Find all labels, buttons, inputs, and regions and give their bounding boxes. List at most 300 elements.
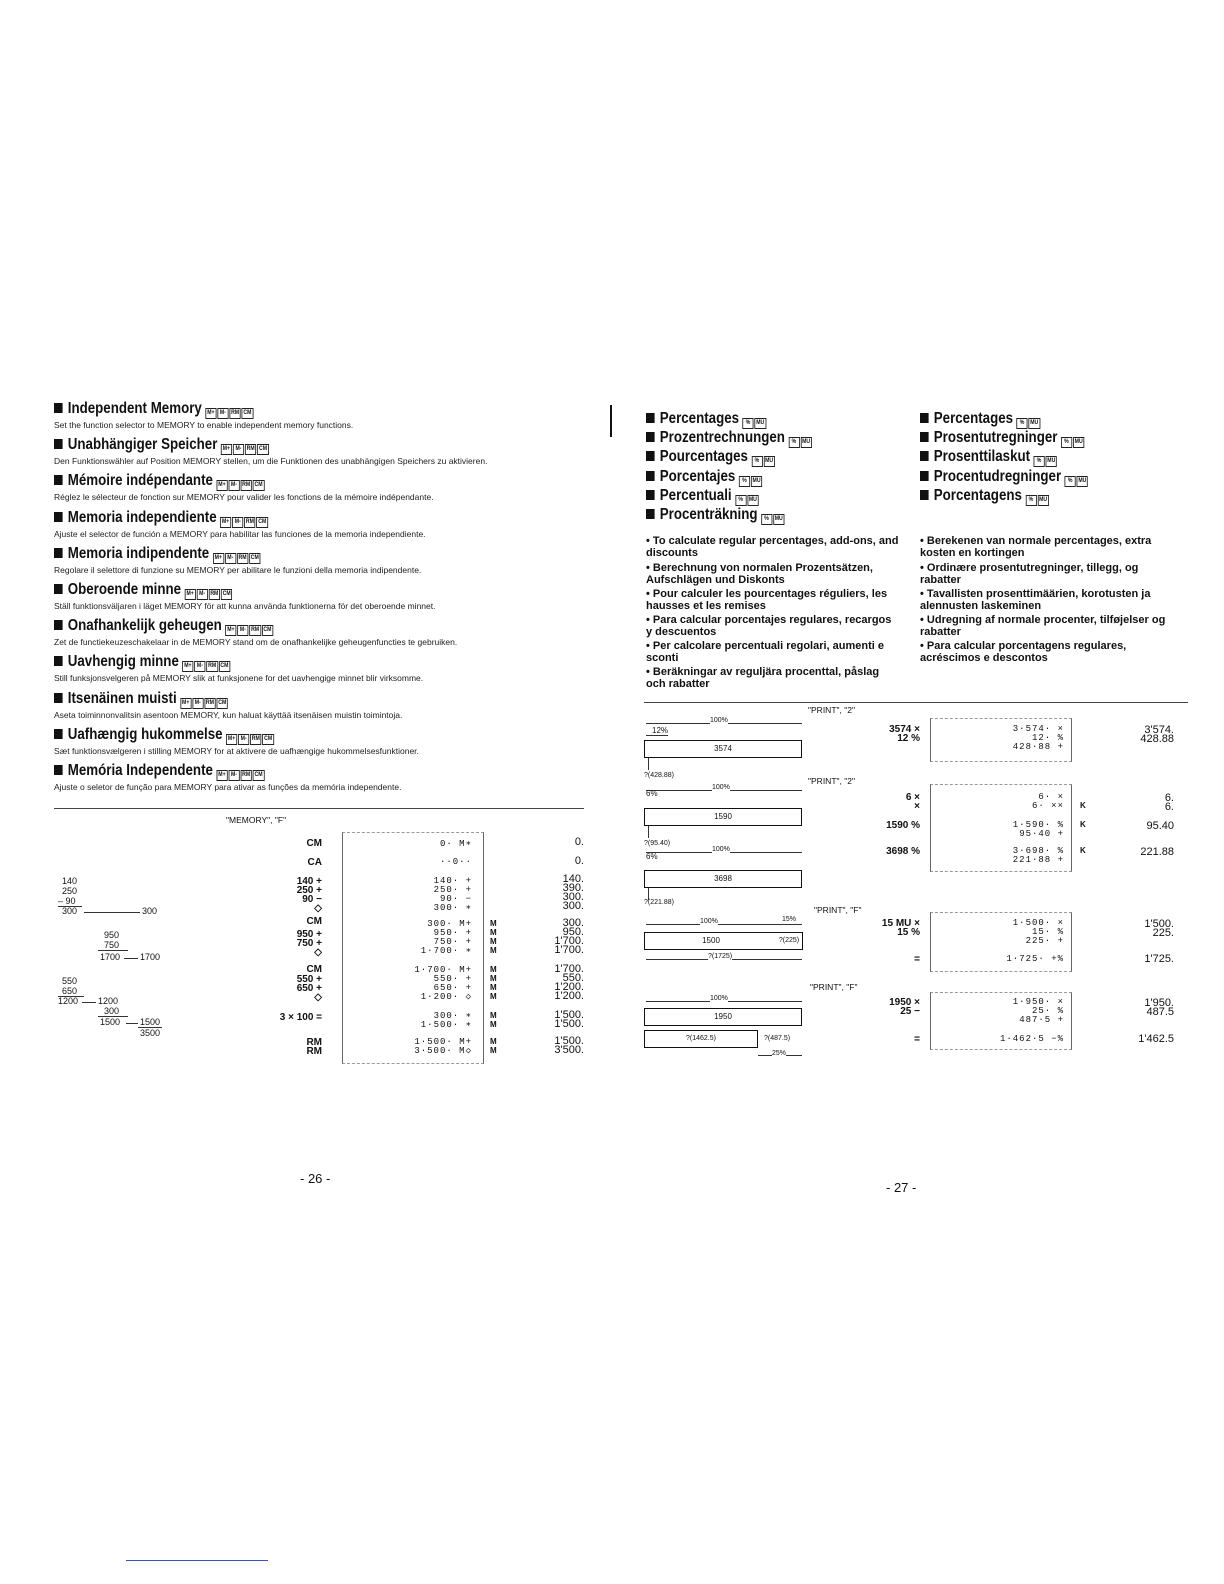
key-icon: %	[739, 476, 750, 487]
key-input: 6 ×	[905, 792, 920, 803]
display-value: 1'500.	[554, 1018, 584, 1030]
section-9	[54, 726, 419, 757]
section-desc: Den Funktionswähler auf Position MEMORY stellen, um die Funktionen des unabhängigen Speichers zu aktivieren.	[54, 456, 488, 467]
percent-heading-left	[646, 506, 785, 525]
display-value: 1'200.	[554, 990, 584, 1002]
tape-line: 487·5 +	[1019, 1015, 1064, 1025]
note: 950	[104, 930, 120, 940]
display-value: 140.	[562, 873, 584, 885]
key-input: CM	[306, 838, 322, 849]
section-title-text: Unabhängiger Speicher	[67, 436, 218, 454]
percent-heading-right	[920, 429, 1085, 448]
key-icons	[742, 411, 766, 429]
diagram-4-addon: ?(225)	[776, 932, 803, 950]
display-value: 1'725.	[1144, 953, 1174, 965]
diagram-2-pct: 6%	[646, 789, 658, 798]
link-underline	[126, 1560, 268, 1561]
display-value: 1'200.	[554, 981, 584, 993]
print-setting-label: "PRINT", "2"	[808, 776, 856, 786]
key-input: ◇	[314, 947, 322, 958]
key-icons	[1065, 469, 1089, 487]
key-icon: RM	[240, 480, 251, 491]
bullet-square-icon	[54, 548, 63, 558]
display-value: 6.	[1164, 801, 1174, 813]
key-icon: M+	[185, 589, 196, 600]
heading-text: Porcentajes	[659, 467, 736, 485]
print-setting-label: "PRINT", "F"	[814, 905, 862, 915]
memory-mark: M	[490, 1037, 497, 1046]
key-icon: M-	[192, 698, 203, 709]
key-icon: M+	[205, 408, 216, 419]
memory-mark: M	[490, 928, 497, 937]
key-icon: RM	[249, 625, 260, 636]
key-icon: %	[1034, 456, 1045, 467]
key-icon: MU	[763, 456, 774, 467]
section-title	[54, 581, 382, 600]
key-icon: %	[1061, 437, 1072, 448]
bullet-square-icon	[646, 413, 655, 423]
key-icons	[220, 510, 269, 528]
key-icon: CM	[253, 480, 264, 491]
bullet-dot: •	[920, 614, 927, 626]
memory-mark: M	[490, 974, 497, 983]
bullet-text: Berekenen van normale percentages, extra kosten en kortingen	[920, 535, 1152, 559]
section-10	[54, 762, 401, 793]
bullet-dot: •	[646, 562, 653, 574]
key-icon: CM	[262, 625, 273, 636]
tape-line: 3·500· M◇	[414, 1046, 472, 1056]
diagram-5-whole: 100%	[710, 995, 728, 1002]
diagram-3-bar: 3698	[644, 870, 802, 888]
bullet-square-icon	[54, 475, 63, 485]
diagram-1-pct: 12%	[652, 726, 669, 735]
diagram-2-whole: 100%	[712, 784, 730, 791]
key-input: 140 +	[296, 876, 322, 887]
key-input: ×	[914, 801, 920, 812]
section-7	[54, 653, 423, 684]
section-1	[54, 436, 487, 467]
percent-heading-right	[920, 468, 1089, 487]
bullet-square-icon	[54, 765, 63, 775]
key-icon: %	[761, 514, 772, 525]
display-value: 1'700.	[554, 944, 584, 956]
percent-heading-left	[646, 487, 759, 506]
print-setting-label: "PRINT", "F"	[810, 982, 858, 992]
heading-text: Prosenttilaskut	[933, 448, 1031, 466]
display-value: 550.	[562, 972, 584, 984]
section-title	[54, 617, 401, 636]
display-value: 1'700.	[554, 935, 584, 947]
key-icon: %	[1065, 476, 1076, 487]
section-2	[54, 472, 434, 503]
diagram-5-discount: ?(487.5)	[764, 1035, 791, 1042]
tape-line: 140· +	[433, 876, 472, 886]
key-icons	[221, 437, 270, 455]
key-icon: M-	[228, 770, 239, 781]
key-icon: RM	[204, 698, 215, 709]
tape-line: 225· +	[1025, 936, 1064, 946]
note: 1500	[140, 1017, 161, 1027]
section-title-text: Onafhankelijk geheugen	[67, 617, 222, 635]
section-desc: Réglez le sélecteur de fonction sur MEMORY pour valider les fonctions de la mémoire indépendante.	[54, 492, 434, 503]
bullet-square-icon	[646, 471, 655, 481]
section-title	[54, 436, 427, 455]
display-value: 0.	[574, 855, 584, 867]
key-icons	[761, 507, 785, 525]
bullet-square-icon	[54, 620, 63, 630]
bullet-text: Para calcular porcentagens regulares, acréscimos e descontos	[920, 640, 1127, 664]
key-icon: CM	[262, 734, 273, 745]
bullet-dot: •	[646, 666, 653, 678]
bullet-square-icon	[54, 729, 63, 739]
section-title-text: Uavhengig minne	[67, 653, 179, 671]
bullet-square-icon	[920, 432, 929, 442]
note: 250	[62, 886, 78, 896]
memory-mark: M	[490, 919, 497, 928]
key-icon: %	[1025, 495, 1036, 506]
tape-line: ··0··	[439, 857, 472, 867]
section-desc: Ajuste el selector de función a MEMORY para habilitar las funciones de la memoria independiente.	[54, 528, 426, 539]
key-icon: CM	[242, 408, 253, 419]
bullet-text: To calculate regular percentages, add-ons, and discounts	[646, 535, 899, 559]
key-input: 1590 %	[886, 820, 920, 831]
percent-heading-right	[920, 487, 1050, 506]
section-title	[54, 653, 371, 672]
bullet-square-icon	[54, 693, 63, 703]
percent-heading-left	[646, 468, 763, 487]
key-icon: RM	[209, 589, 220, 600]
percent-heading-right	[920, 410, 1041, 429]
diagram-5-pct: 25%	[772, 1050, 787, 1057]
key-icon: %	[751, 456, 762, 467]
section-desc: Aseta toiminnonvalitsin asentoon MEMORY, kun haluat käyttää itsenäisen muistin toimintoja.	[54, 709, 403, 720]
key-icon: M-	[217, 408, 228, 419]
bullet-item	[920, 614, 1170, 638]
constant-mark: K	[1080, 801, 1086, 810]
bullet-dot: •	[920, 535, 927, 547]
key-input: 15 %	[897, 927, 920, 938]
key-input: CM	[306, 964, 322, 975]
section-6	[54, 617, 457, 648]
bullet-item	[920, 640, 1170, 664]
bullet-square-icon	[920, 471, 929, 481]
bullet-square-icon	[920, 451, 929, 461]
percent-heading-left	[646, 429, 813, 448]
display-value: 300.	[562, 917, 584, 929]
key-icon: M+	[182, 661, 193, 672]
key-icons	[226, 727, 275, 745]
key-input: CA	[307, 857, 322, 868]
bullet-item	[646, 562, 900, 586]
diagram-1-q: ?(428.88)	[644, 772, 674, 779]
bullet-text: Beräkningar av reguljära procenttal, påslag och rabatter	[646, 666, 880, 690]
tape-line: 300· M+	[427, 919, 472, 929]
note: 1200	[58, 996, 79, 1006]
display-value: 1'700.	[554, 963, 584, 975]
key-icon: M+	[216, 480, 227, 491]
tape-line: 1·500· M+	[414, 1037, 472, 1047]
key-icons	[735, 488, 759, 506]
section-title-text: Memória Independente	[67, 762, 213, 779]
section-title-text: Mémoire indépendante	[67, 472, 213, 490]
diagram-4-pct: 15%	[782, 916, 797, 923]
key-icons	[216, 473, 265, 491]
memory-mark: M	[490, 1020, 497, 1029]
key-icon: MU	[755, 418, 766, 429]
memory-setting-label: "MEMORY", "F"	[226, 815, 287, 825]
constant-mark: K	[1080, 820, 1086, 829]
bullet-square-icon	[646, 432, 655, 442]
key-icons	[182, 654, 231, 672]
diagram-1-whole: 100%	[710, 717, 728, 724]
key-input: 3 × 100 =	[279, 1012, 322, 1023]
section-title-text: Itsenäinen muisti	[67, 689, 177, 707]
key-icon: M-	[233, 444, 244, 455]
key-input: 950 +	[296, 929, 322, 940]
heading-text: Percentuali	[659, 486, 732, 504]
tape-line: 1·950· ×	[1012, 997, 1064, 1007]
display-value: 1'500.	[554, 1035, 584, 1047]
key-icon: CM	[221, 589, 232, 600]
heading-text: Prozentrechnungen	[659, 429, 785, 447]
memory-mark: M	[490, 1046, 497, 1055]
bullet-square-icon	[646, 490, 655, 500]
display-value: 950.	[562, 926, 584, 938]
display-value: 390.	[562, 882, 584, 894]
section-desc: Set the function selector to MEMORY to enable independent memory functions.	[54, 420, 354, 430]
key-icon: M+	[226, 734, 237, 745]
tape-line: 250· +	[433, 885, 472, 895]
bullet-item	[646, 614, 900, 638]
key-icons	[1034, 449, 1058, 467]
section-title	[54, 762, 353, 781]
diagram-3-q: ?(221.88)	[644, 899, 674, 906]
tape-line: 1·725· +%	[1006, 954, 1064, 964]
key-icon: M-	[228, 480, 239, 491]
key-icon: M+	[225, 625, 236, 636]
bullet-square-icon	[54, 512, 63, 522]
key-icons	[1061, 430, 1085, 448]
section-5	[54, 581, 435, 612]
heading-text: Percentages	[933, 410, 1014, 427]
bullet-square-icon	[646, 451, 655, 461]
key-input: 1950 ×	[889, 997, 920, 1008]
diagram-2-bar: 1590	[644, 808, 802, 826]
section-title-text: Oberoende minne	[67, 581, 182, 598]
key-icons	[751, 449, 775, 467]
note: 1700	[140, 952, 161, 962]
tape-line: 1·700· M+	[414, 965, 472, 975]
tape-line: 550· +	[433, 974, 472, 984]
key-input: =	[914, 954, 920, 965]
bullet-dot: •	[920, 588, 927, 600]
key-icons	[205, 401, 254, 419]
note: – 90	[58, 896, 76, 906]
section-desc: Still funksjonsvelgeren på MEMORY slik at funksjonene for det uavhengige minnet blir virksomme.	[54, 673, 424, 684]
tape-line: 1·700· ∗	[420, 946, 472, 956]
section-desc: Sæt funktionsvælgeren i stilling MEMORY for at aktivere de uafhængige hukommelsesfunktioner.	[54, 745, 419, 756]
display-value: 6.	[1164, 792, 1174, 804]
key-icon: %	[788, 437, 799, 448]
bullet-square-icon	[54, 439, 63, 449]
note: 300	[62, 906, 78, 916]
key-icon: M-	[232, 517, 243, 528]
bullet-dot: •	[646, 640, 653, 652]
note: 300	[142, 906, 158, 916]
key-icons	[739, 469, 763, 487]
key-icons	[213, 546, 262, 564]
key-input: 650 +	[296, 983, 322, 994]
key-icon: CM	[217, 698, 228, 709]
percent-heading-left	[646, 448, 776, 467]
section-title-text: Memoria indipendente	[67, 544, 210, 562]
key-icon: RM	[244, 517, 255, 528]
key-icon: %	[1016, 418, 1027, 429]
bullet-text: Per calcolare percentuali regolari, aumenti e sconti	[646, 640, 885, 664]
section-title	[54, 472, 380, 491]
section-title-text: Independent Memory	[67, 400, 202, 417]
note: 550	[62, 976, 78, 986]
tape-line: 300· ∗	[433, 1011, 472, 1021]
display-value: 487.5	[1146, 1006, 1174, 1018]
percent-heading-right	[920, 448, 1058, 467]
key-icon: %	[742, 418, 753, 429]
key-icon: MU	[1046, 456, 1057, 467]
bullet-text: Tavallisten prosenttimäärien, korotusten ja alennusten laskeminen	[920, 588, 1151, 612]
key-input: 3698 %	[886, 846, 920, 857]
tape-line: 1·590· %	[1012, 820, 1064, 830]
bullet-item	[920, 588, 1170, 612]
bullet-item	[920, 562, 1170, 586]
display-value: 428.88	[1140, 733, 1174, 745]
heading-text: Prosentutregninger	[933, 429, 1058, 447]
tape-line: 1·200· ◇	[420, 992, 472, 1002]
tape-line: 12· %	[1031, 733, 1064, 743]
key-icon: MU	[1077, 476, 1088, 487]
tape-line: 25· %	[1031, 1006, 1064, 1016]
display-value: 225.	[1152, 927, 1174, 939]
key-icon: M+	[220, 517, 231, 528]
display-value: 300.	[562, 891, 584, 903]
key-icon: RM	[245, 444, 256, 455]
right-page	[612, 0, 1224, 1584]
tape-line: 6· ××	[1031, 801, 1064, 811]
tape-line: 15· %	[1031, 927, 1064, 937]
diagram-5-bar: 1950	[644, 1008, 802, 1026]
key-icon: M-	[225, 553, 236, 564]
key-input: =	[914, 1034, 920, 1045]
section-desc: Ställ funktionsväljaren i läget MEMORY för att kunna använda funktionerna för det oberoende minnet.	[54, 601, 436, 611]
section-0	[54, 400, 353, 431]
bullet-square-icon	[920, 490, 929, 500]
heading-text: Procentudregninger	[933, 467, 1062, 485]
tape-line: 3·698· %	[1012, 846, 1064, 856]
tape-line: 1·500· ×	[1012, 918, 1064, 928]
bullet-square-icon	[54, 584, 63, 594]
key-icons	[1016, 411, 1040, 429]
section-title	[54, 545, 370, 564]
key-icon: CM	[257, 444, 268, 455]
bullet-item	[646, 588, 900, 612]
note: 650	[62, 986, 78, 996]
heading-text: Percentages	[659, 410, 740, 427]
section-desc: Ajuste o seletor de função para MEMORY para ativar as funções da memória independente.	[54, 782, 402, 792]
tape-line: 1·462·5 −%	[999, 1034, 1064, 1044]
key-icons	[216, 763, 265, 781]
display-value: 1'500.	[1144, 918, 1174, 930]
percent-heading-left	[646, 410, 767, 429]
page-number-27: - 27 -	[886, 1180, 917, 1195]
diagram-1-bar: 3574	[644, 740, 802, 758]
note: 750	[104, 940, 120, 950]
bullet-item	[646, 535, 900, 559]
diagram-2-q: ?(95.40)	[644, 840, 671, 847]
memory-mark: M	[490, 937, 497, 946]
section-title-text: Uafhængig hukommelse	[67, 725, 223, 743]
bullet-item	[646, 666, 900, 690]
section-desc: Regolare il selettore di funzione su MEMORY per abilitare le funzioni della memoria indipendente.	[54, 564, 422, 575]
memory-mark: M	[490, 946, 497, 955]
bullet-dot: •	[920, 562, 927, 574]
key-icon: MU	[1029, 418, 1040, 429]
constant-mark: K	[1080, 846, 1086, 855]
key-input: ◇	[314, 992, 322, 1003]
diagram-4-bar: 1500	[644, 932, 778, 950]
key-icon: M-	[237, 625, 248, 636]
note: 3500	[140, 1028, 161, 1038]
section-4	[54, 545, 421, 576]
heading-text: Procenträkning	[659, 506, 758, 523]
tape-line: 750· +	[433, 937, 472, 947]
key-icon: CM	[249, 553, 260, 564]
bullet-text: Udregning af normale procenter, tilføjelser og rabatter	[920, 614, 1166, 638]
key-icon: MU	[800, 437, 811, 448]
display-value: 221.88	[1140, 846, 1174, 858]
section-desc: Zet de functiekeuzeschakelaar in de MEMORY stand om de onafhankelijke geheugenfuncties te gebruiken.	[54, 637, 458, 648]
key-icons	[225, 618, 274, 636]
key-icon: M-	[238, 734, 249, 745]
memory-mark: M	[490, 965, 497, 974]
key-icons	[788, 430, 812, 448]
diagram-3-pct: 6%	[646, 852, 658, 861]
key-icon: M-	[194, 661, 205, 672]
display-value: 3'500.	[554, 1044, 584, 1056]
note: 1700	[100, 952, 121, 962]
key-input: 250 +	[296, 885, 322, 896]
key-icon: M+	[216, 770, 227, 781]
heading-text: Porcentagens	[933, 486, 1022, 504]
diagram-5-rest: ?(1462.5)	[644, 1030, 758, 1048]
key-input: CM	[306, 916, 322, 927]
key-icon: MU	[747, 495, 758, 506]
display-value: 1'500.	[554, 1009, 584, 1021]
section-title	[54, 400, 311, 419]
diagram-4-whole: 100%	[700, 918, 718, 925]
tape-line: 3·574· ×	[1012, 724, 1064, 734]
display-value: 3'574.	[1144, 724, 1174, 736]
bullet-item	[646, 640, 900, 664]
tape-line: 950· +	[433, 928, 472, 938]
key-icon: MU	[1037, 495, 1048, 506]
key-input: 25 −	[900, 1006, 920, 1017]
key-icon: CM	[219, 661, 230, 672]
key-input: 12 %	[897, 733, 920, 744]
key-icons	[185, 582, 234, 600]
key-input: 750 +	[296, 938, 322, 949]
key-input: RM	[306, 1046, 322, 1057]
key-icon: M+	[213, 553, 224, 564]
key-icon: CM	[257, 517, 268, 528]
